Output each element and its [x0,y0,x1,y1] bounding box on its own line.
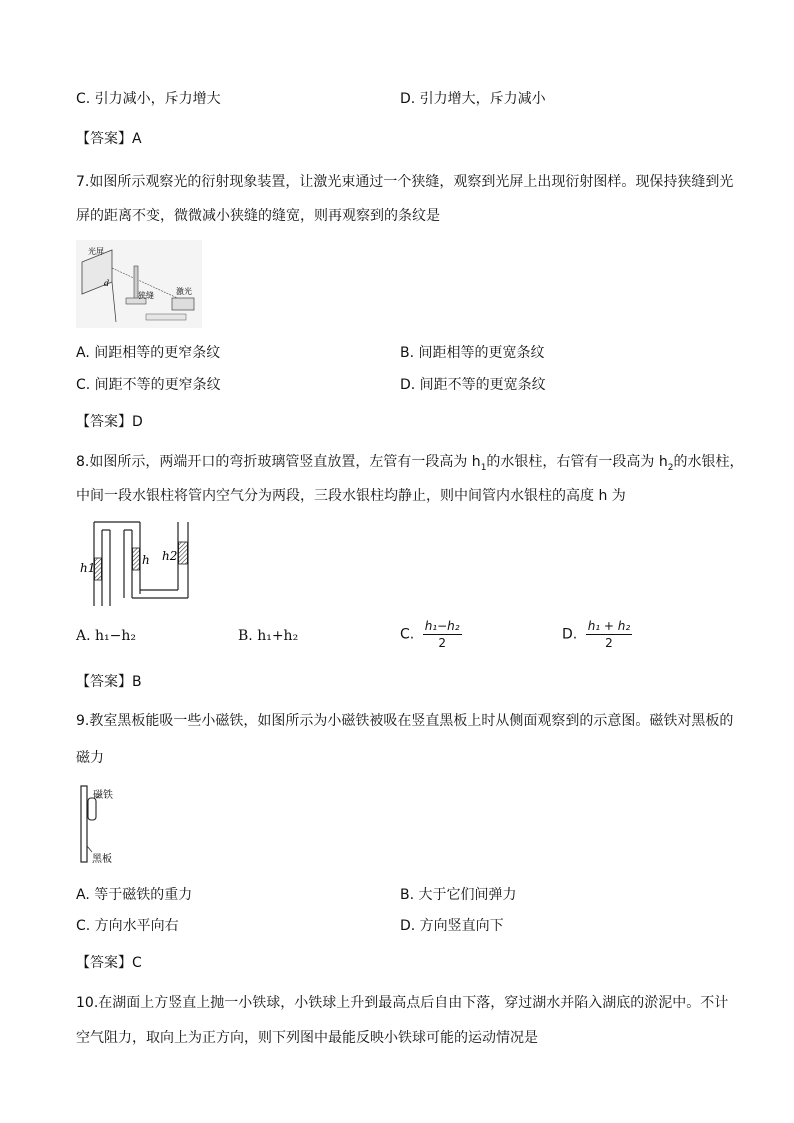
q8-sub2: 2 [667,462,674,473]
magnet-shape [88,798,96,820]
q7-option-a: A. 间距相等的更窄条纹 [76,345,221,361]
q9-answer: 【答案】C [76,955,142,971]
q7-option-c: C. 间距不等的更窄条纹 [76,377,221,393]
q6-option-d: D. 引力增大，斥力减小 [400,91,546,107]
fig-label-h: h [142,553,150,567]
fraction-numerator: h₁ + h₂ [587,619,631,633]
q7-answer: 【答案】D [76,414,143,430]
q9-text-line1: 9.教室黑板能吸一些小磁铁，如图所示为小磁铁被吸在竖直黑板上时从侧面观察到的示意图。磁铁对黑板的 [76,713,734,729]
mercury-left [95,558,102,580]
q9-magnet-figure [78,784,148,866]
q7-option-b: B. 间距相等的更宽条纹 [400,345,545,361]
q7-text-line2: 屏的距离不变，微微减小狭缝的缝宽，则再观察到的条纹是 [76,208,440,224]
q8-option-c-fraction [423,618,462,651]
q8-option-d [562,618,632,651]
fraction-numerator: h₁−h₂ [424,619,460,633]
mercury-middle [133,548,140,570]
q8-option-b: B. h₁+h₂ [238,628,299,644]
fig-label-screen: 光屏 [88,247,104,256]
fig-label-d: d [104,279,110,288]
q8-text-part1: 8.如图所示，两端开口的弯折玻璃管竖直放置，左管有一段高为 h [76,454,481,470]
q8-option-d-label: D. [562,626,578,643]
fig-label-board: 黑板 [92,854,112,865]
q9-text-line2: 磁力 [76,750,104,766]
q9-option-c: C. 方向水平向右 [76,918,179,934]
q9-option-a: A. 等于磁铁的重力 [76,887,193,903]
q9-option-d: D. 方向竖直向下 [400,918,504,934]
q6-option-c: C. 引力减小，斥力增大 [76,91,221,107]
q8-text-part2: 的水银柱，右管有一段高为 h [486,454,668,470]
q10-text-line1: 10.在湖面上方竖直上抛一小铁球，小铁球上升到最高点后自由下落，穿过湖水并陷入湖底的淤泥中。不计 [76,995,729,1011]
fig-label-h1: h1 [80,561,96,575]
q8-sub1: 1 [480,462,487,473]
q9-option-b: B. 大于它们间弹力 [400,887,517,903]
q6-answer: 【答案】A [76,131,142,147]
mercury-right [179,542,188,564]
fraction-denominator: 2 [438,636,446,650]
q8-option-d-fraction [586,618,633,651]
q8-text-line1 [76,447,743,484]
q10-text-line2: 空气阻力，取向上为正方向，则下列图中最能反映小铁球可能的运动情况是 [76,1030,538,1046]
q8-option-a: A. h₁−h₂ [76,628,136,644]
q8-text-part3: 的水银柱， [673,454,744,470]
q7-option-d: D. 间距不等的更宽条纹 [400,377,546,393]
q8-tube-figure [78,518,196,608]
fig-label-magnet: 磁铁 [93,790,113,801]
q8-answer: 【答案】B [76,674,142,690]
fig-label-slit: 狭缝 [138,291,154,300]
q8-option-c-label: C. [400,626,415,643]
q8-text-line2: 中间一段水银柱将管内空气分为两段，三段水银柱均静止，则中间管内水银柱的高度 h 为 [76,488,626,504]
fig-label-laser: 激光 [176,287,192,296]
fig-label-h2: h2 [162,549,178,563]
q7-diffraction-figure [76,240,202,328]
q7-text-line1: 7.如图所示观察光的衍射现象装置，让激光束通过一个狭缝，观察到光屏上出现衍射图样。现保持狭缝到光 [76,174,734,190]
q8-option-c [400,618,462,651]
fraction-denominator: 2 [605,636,613,650]
blackboard-shape [81,786,87,862]
